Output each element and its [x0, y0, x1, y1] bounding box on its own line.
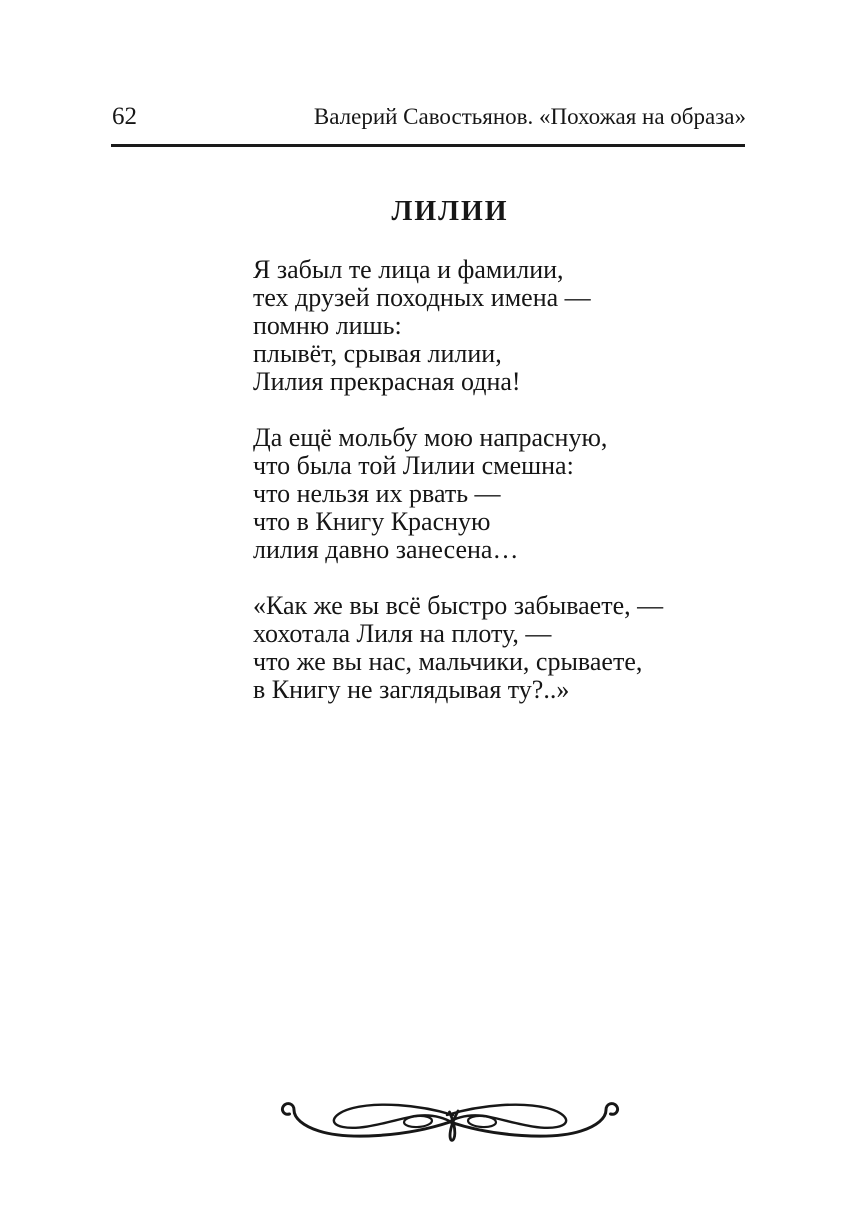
stanza-gap	[253, 564, 663, 592]
poem-line: что нельзя их рвать —	[253, 479, 501, 508]
poem-title: ЛИЛИИ	[391, 196, 509, 227]
poem-line: хохотала Лиля на плоту, —	[253, 619, 552, 648]
header-rule	[111, 144, 745, 147]
poem-line: тех друзей походных имена —	[253, 283, 591, 312]
flourish-ornament-icon	[277, 1097, 623, 1151]
poem-line: Лилия прекрасная одна!	[253, 367, 521, 396]
stanza-gap	[253, 396, 663, 424]
running-title: Валерий Савостьянов. «Похожая на образа»	[313, 104, 746, 129]
poem-body	[253, 256, 663, 704]
poem-line: в Книгу не заглядывая ту?..»	[253, 675, 570, 704]
poem-line: что в Книгу Красную	[253, 507, 491, 536]
poem-line: «Как же вы всё быстро забываете, —	[253, 591, 664, 620]
running-head	[112, 102, 746, 132]
poem-line: лилия давно занесена…	[253, 535, 519, 564]
poem-line: что была той Лилии смешна:	[253, 451, 574, 480]
page-number: 62	[112, 103, 137, 130]
poem-line: плывёт, срывая лилии,	[253, 339, 502, 368]
poem-line: Я забыл те лица и фамилии,	[253, 255, 564, 284]
poem-line: помню лишь:	[253, 311, 402, 340]
poem-line: что же вы нас, мальчики, срываете,	[253, 647, 643, 676]
poem-line: Да ещё мольбу мою напрасную,	[253, 423, 608, 452]
